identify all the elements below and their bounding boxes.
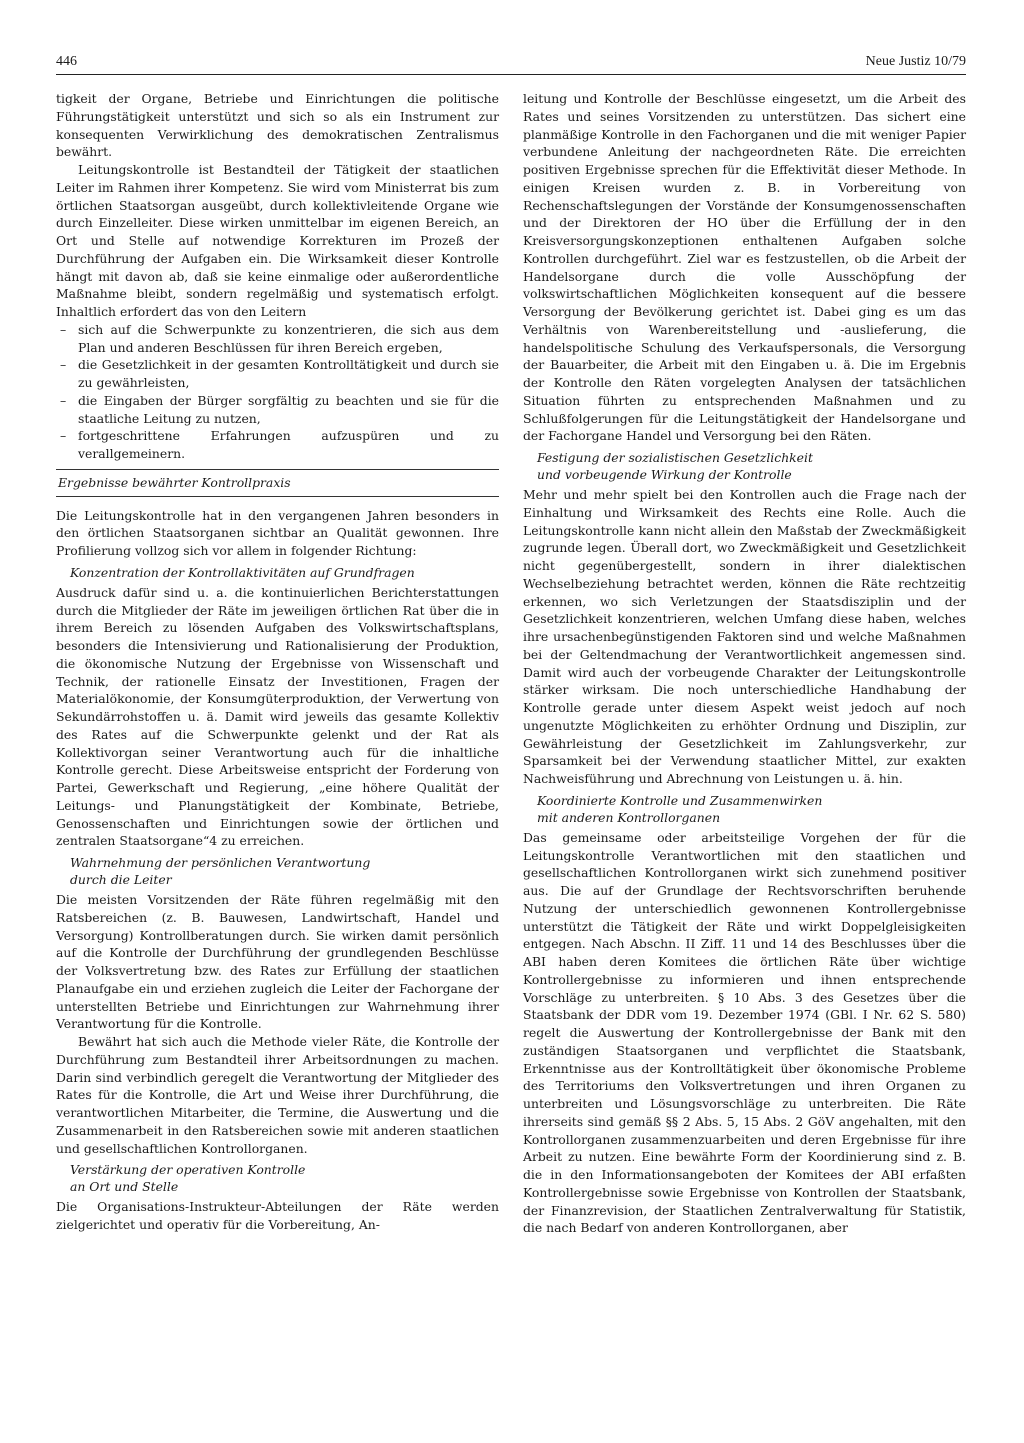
left-column (56, 90, 499, 1234)
subheading (537, 792, 966, 826)
subheading-line: und vorbeugende Wirkung der Kontrolle (537, 467, 792, 482)
subheading (537, 449, 966, 483)
section-heading: Ergebnisse bewährter Kontrollpraxis (56, 469, 499, 497)
subheading-line: Festigung der sozialistischen Gesetzlichkeit (537, 450, 813, 465)
subheading (70, 564, 499, 581)
document-page (56, 52, 966, 1422)
subheading-line: Wahrnehmung der persönlichen Verantwortung (70, 855, 371, 870)
subheading-line: Koordinierte Kontrolle und Zusammenwirken (537, 792, 823, 808)
paragraph: Ausdruck dafür sind u. a. die kontinuierlichen Berichterstattungen durch die Mitglieder der Räte im jeweiligen örtlichen Rat über die in ihrem Bereich zu lösenden Aufgaben des Volkswirtschaftsplans, besonders die Intensivierung und Rationalisierung der Produktion, die ökonomische Nutzung der Ergebnisse von Wissenschaft und Technik, der rationelle Einsatz der Investitionen, Fragen der Materialökonomie, der Konsumgüterproduktion, der Verwertung von Sekundärrohstoffen u. ä. Damit wird jeweils das gesamte Kollektiv des Rates auf die Schwerpunkte gelenkt und der Rat als Kollektivorgan seiner Verantwortung auch für die inhaltliche Kontrolle gerecht. Diese Arbeitsweise entspricht der Forderung von Partei, Gewerkschaft und Regierung, „eine höhere Qualität der Leitungs- und Planungstätigkeit der Kombinate, Betriebe, Genossenschaften und Einrichtungen sowie der örtlichen und zentralen Staatsorgane“4 zu erreichen. (56, 584, 499, 849)
paragraph: Die Leitungskontrolle hat in den vergangenen Jahren besonders in den örtlichen Staatsorganen sichtbar an Qualität gewonnen. Ihre Profilierung vollzog sich vor allem in folgender Richtung: (56, 507, 499, 558)
paragraph: Mehr und mehr spielt bei den Kontrollen auch die Frage nach der Einhaltung und Wirksamkeit des Rechts eine Rolle. Auch die Leitungskontrolle kann nicht allein den Maßstab der Zweckmäßigkeit zugrunde legen. Überall dort, wo Zweckmäßigkeit und Gesetzlichkeit nicht gegenübergestellt, sondern in ihrer dialektischen Wechselbeziehung betrachtet werden, können die Räte rechtzeitig erkennen, wo sich Verletzungen der Staatsdisziplin und der Gesetzlichkeit konzentrieren, welchen Umfang diese haben, welches ihre ursachenbegünstigenden Faktoren sind und welche Maßnahmen bei der Geltendmachung der Verantwortlichkeit angemessen sind. Damit wird auch der vorbeugende Charakter der Leitungskontrolle stärker wirksam. Die noch unterschiedliche Handhabung der Kontrolle gerade unter diesem Aspekt weist jedoch auf noch ungenutzte Möglichkeiten zu erhöhter Ordnung und Disziplin, zur Gewährleistung der Gesetzlichkeit im Zahlungsverkehr, zur Sparsamkeit bei der Verwendung staatlicher Mittel, zur exakten Nachweisführung und Abrechnung von Leistungen u. ä. hin. (523, 487, 966, 786)
subheading (70, 1161, 499, 1195)
page-number: 446 (56, 54, 77, 69)
paragraph: leitung und Kontrolle der Beschlüsse eingesetzt, um die Arbeit des Rates und seines Vorsitzenden zu unterstützen. Das sichert eine planmäßige Kontrolle in den Fachorganen und die mit weniger Papier verbundene Anleitung der nachgeordneten Räte. Die erreichten positiven Ergebnisse sprechen für die Effektivität dieser Methode. In einigen Kreisen wurden z. B. in Vorbereitung von Rechenschaftslegungen der Vorstände der Konsumgenossenschaften und der Direktoren der HO über die Erfüllung der in den Kreisversorgungskonzeptionen enthaltenen Aufgaben solche Kontrollen durchgeführt. Ziel war es festzustellen, ob die Arbeit der Handelsorgane durch die volle Ausschöpfung der volkswirtschaftlichen Möglichkeiten konsequent auf die bessere Versorgung der Bevölkerung gerichtet ist. Dabei ging es um das Verhältnis von Warenbereitstellung und -auslieferung, die handelspolitische Schulung des Verkaufspersonals, die Versorgung der Bauarbeiter, die Arbeit mit den Eingaben u. ä. Die im Ergebnis der Kontrolle den Räten vorgelegten Analysen der tatsächlichen Situation führten zu entsprechenden Maßnahmen und zu Schlußfolgerungen für die Leitungstätigkeit der Handelsorgane und der Fachorgane Handel und Versorgung bei den Räten. (523, 91, 966, 444)
subheading-line: durch die Leiter (70, 872, 172, 887)
page-header (56, 52, 966, 75)
list-item: – fortgeschrittene Erfahrungen aufzuspüren und zu verallgemeinern. (56, 427, 499, 463)
right-column (523, 90, 966, 1237)
paragraph: Die meisten Vorsitzenden der Räte führen regelmäßig mit den Ratsbereichen (z. B. Bauwesen, Landwirtschaft, Handel und Versorgung) Kontrollberatungen durch. Sie wirken damit persönlich auf die Kontrolle der Durchführung der grundlegenden Beschlüsse der Volksvertretung bzw. des Rates zur Erfüllung der staatlichen Planaufgabe ein und erziehen zugleich die Leiter der Fachorgane der unterstellten Betriebe und Einrichtungen zur Wahrnehmung ihrer Verantwortung für die Kontrolle. (56, 892, 499, 1032)
paragraph: Die Organisations-Instrukteur-Abteilungen der Räte werden zielgerichtet und operativ für die Vorbereitung, An- (56, 1199, 499, 1232)
subheading-line: Verstärkung der operativen Kontrolle (70, 1162, 306, 1178)
paragraph: Das gemeinsame oder arbeitsteilige Vorgehen der für die Leitungskontrolle Verantwortlichen mit den staatlichen und gesellschaftlichen Kontrollorganen wirkt sich zunehmend positiver aus. Die auf der Grundlage der Rechtsvorschriften beruhende Nutzung der unterschiedlich gewonnenen Kontrollergebnisse unterstützt die Tätigkeit der Räte und wirkt Doppelgleisigkeiten entgegen. Nach Abschn. II Ziff. 11 und 14 des Beschlusses über die ABI haben deren Komitees die örtlichen Räte über wichtige Kontrollergebnisse zu informieren und ihnen entsprechende Vorschläge zu unterbreiten. § 10 Abs. 3 des Gesetzes über die Staatsbank der DDR vom 19. Dezember 1974 (GBl. I Nr. 62 S. 580) regelt die Auswertung der Kontrollergebnisse der Bank mit den zuständigen Staatsorganen und verpflichtet die Staatsbank, Erkenntnisse aus der Kontrolltätigkeit über ökonomische Probleme des Territoriums den Volksvertretungen und ihren Organen zu unterbreiten und Lösungsvorschläge zu unterbreiten. Die Räte ihrerseits sind gemäß §§ 2 Abs. 5, 15 Abs. 2 GöV angehalten, mit den Kontrollorganen zusammenzuarbeiten und deren Ergebnisse für ihre Arbeit zu nutzen. Eine bewährte Form der Koordinierung sind z. B. die in den Informationsangeboten der Komitees der ABI erfaßten Kontrollergebnisse sowie Ergebnisse von Kontrollen der Staatsbank, der Finanzrevision, der Staatlichen Zentralverwaltung für Statistik, die nach Bedarf von anderen Kontrollorganen, aber (523, 829, 966, 1236)
list-item: – die Eingaben der Bürger sorgfältig zu beachten und sie für die staatliche Leitung zu nutzen, (56, 392, 499, 428)
subheading-line: an Ort und Stelle (70, 1179, 179, 1195)
paragraph: Bewährt hat sich auch die Methode vieler Räte, die Kontrolle der Durchführung zum Bestandteil ihrer Arbeitsordnungen zu machen. Darin sind verbindlich geregelt die Verantwortung der Mitglieder des Rates für die Kontrolle, die Art und Weise ihrer Durchführung, die verantwortlichen Mitarbeiter, die Termine, die Auswertung und die Zusammenarbeit in den Ratsbereichen sowie mit anderen staatlichen und gesellschaftlichen Kontrollorganen. (56, 1034, 499, 1156)
paragraph: Leitungskontrolle ist Bestandteil der Tätigkeit der staatlichen Leiter im Rahmen ihrer Kompetenz. Sie wird vom Ministerrat bis zum örtlichen Staatsorgan ausgeübt, durch kollektivleitende Organe wie durch Einzelleiter. Diese wirken unmittelbar im eigenen Bereich, an Ort und Stelle auf notwendige Korrekturen im Prozeß der Durchführung der Aufgaben ein. Die Wirksamkeit dieser Kontrolle hängt mit davon ab, daß sie keine einmalige oder außerordentliche Maßnahme bleibt, sondern regelmäßig und systematisch erfolgt. Inhaltlich erfordert das von den Leitern (56, 162, 499, 319)
journal-title: Neue Justiz 10/79 (865, 54, 966, 69)
subheading-line: Konzentration der Kontrollaktivitäten auf Grundfragen (70, 564, 415, 580)
list-item: – die Gesetzlichkeit in der gesamten Kontrolltätigkeit und durch sie zu gewährleisten, (56, 356, 499, 392)
subheading-line: mit anderen Kontrollorganen (537, 809, 721, 825)
paragraph: tigkeit der Organe, Betriebe und Einrichtungen die politische Führungstätigkeit unterstützt und sich so als ein Instrument zur konsequenten Verwirklichung des demokratischen Zentralismus bewährt. (56, 91, 499, 160)
subheading (70, 854, 499, 888)
list-item: – sich auf die Schwerpunkte zu konzentrieren, die sich aus dem Plan und anderen Beschlüssen für ihren Bereich ergeben, (56, 321, 499, 357)
dash-list (56, 321, 499, 463)
